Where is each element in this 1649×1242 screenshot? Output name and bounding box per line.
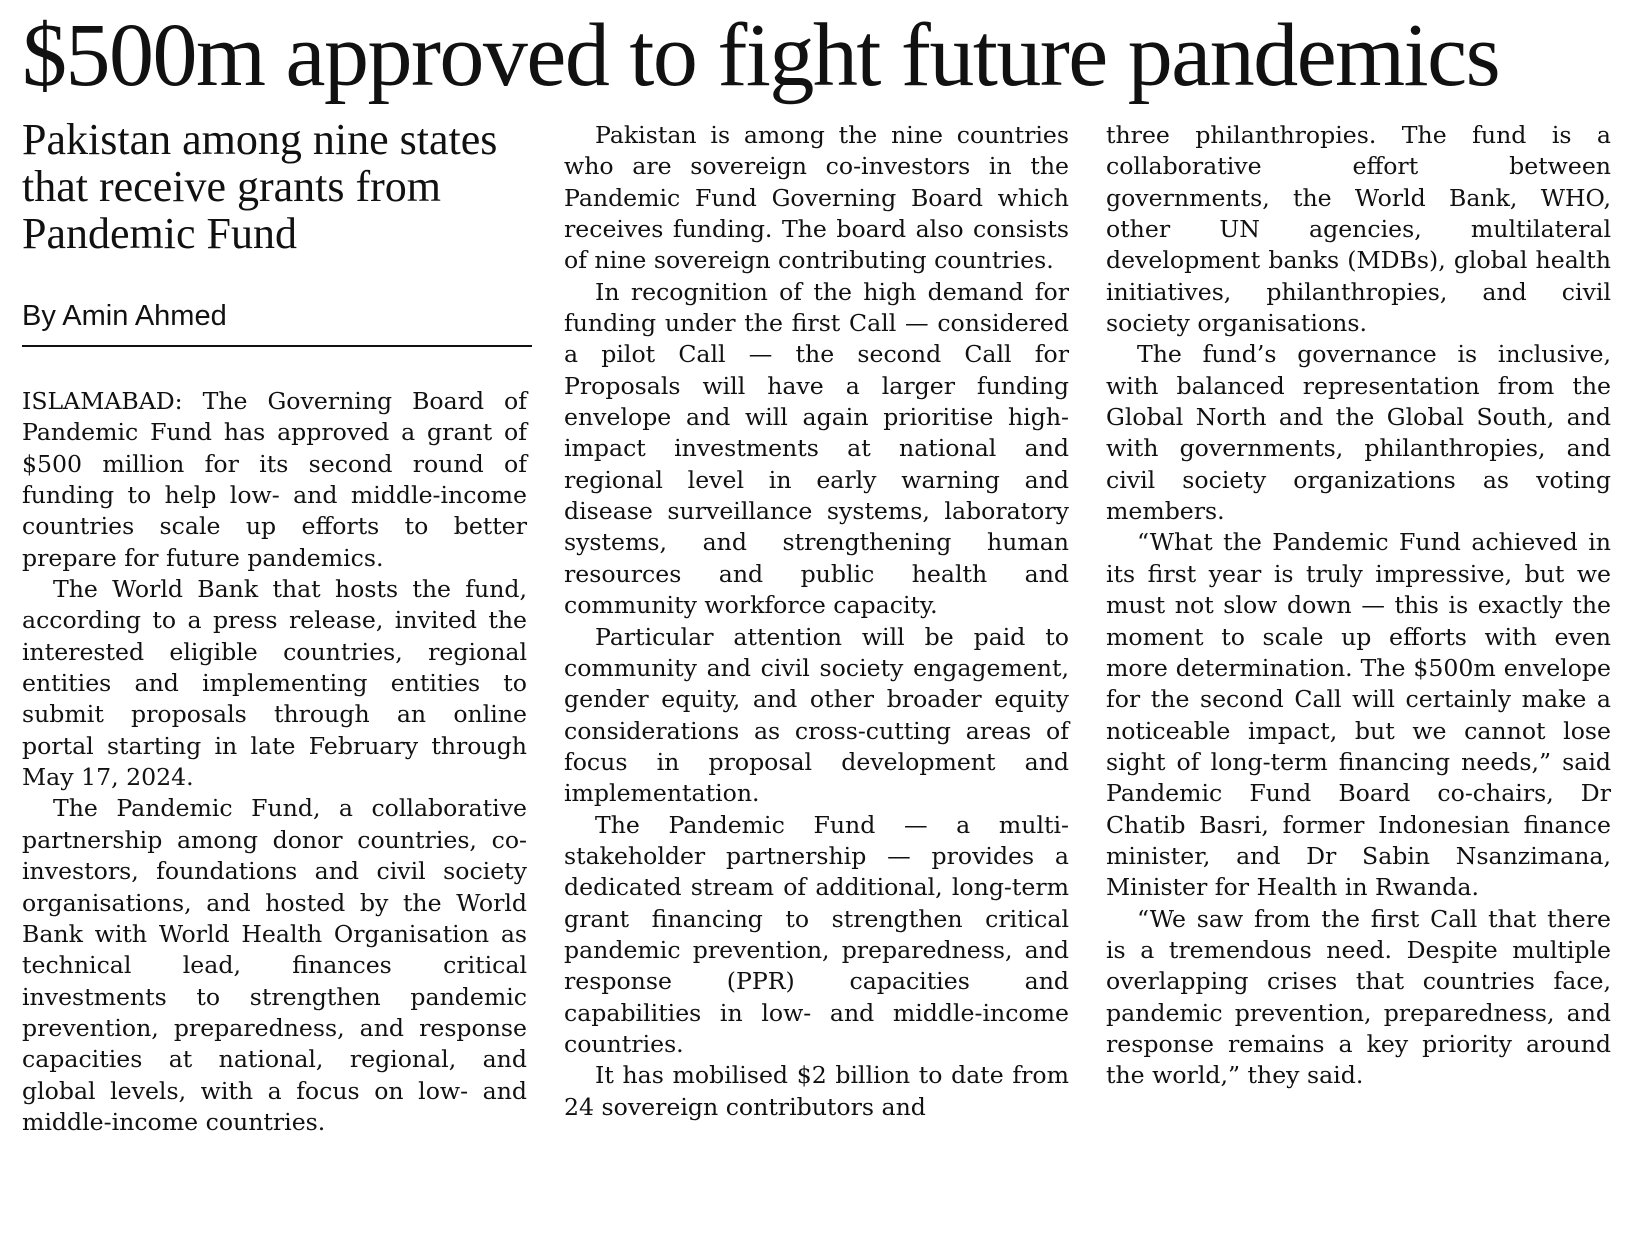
- article-paragraph: ISLAMABAD: The Governing Board of Pandemic Fund has approved a grant of $500 million for its second round of funding to help low- and middle-income countries scale up efforts to better prepare for future pandemics.: [22, 387, 527, 572]
- article-paragraph: The fund’s governance is inclusive, with balanced representation from the Global North and the Global South, and with governments, philanthropies, and civil society organizations as voting members.: [1106, 340, 1611, 526]
- article-paragraph: The World Bank that hosts the fund, according to a press release, invited the interested eligible countries, regional entities and implementing entities to submit proposals through an online portal starting in late February through May 17, 2024.: [22, 575, 527, 792]
- byline: By Amin Ahmed: [22, 298, 532, 347]
- article-paragraph: In recognition of the high demand for funding under the first Call — considered a pilot Call — the second Call for Proposals will have a larger funding envelope and will again prioritise high-impact investments at national and regional level in early warning and disease surveillance systems, laboratory systems, and strengthening human resources and public health and community workforce capacity.: [564, 277, 1069, 620]
- article-paragraph: Pakistan is among the nine countries who are sovereign co-investors in the Pandemic Fund Governing Board which receives funding. The board also consists of nine sovereign contributing countries.: [564, 121, 1069, 275]
- article-paragraph: Particular attention will be paid to community and civil society engagement, gender equity, and other broader equity considerations as cross-cutting areas of focus in proposal development and implementation.: [564, 622, 1069, 808]
- article-paragraph: It has mobilised $2 billion to date from 24 sovereign contributors and: [564, 1061, 1069, 1121]
- article-paragraph: The Pandemic Fund — a multi-stakeholder partnership — provides a dedicated stream of additional, long-term grant financing to strengthen critical pandemic prevention, preparedness, and response (PPR) capacities and capabilities in low- and middle-income countries.: [564, 810, 1069, 1058]
- article-paragraph: “What the Pandemic Fund achieved in its first year is truly impressive, but we must not slow down — this is exactly the moment to scale up efforts with even more determination. The $500m envelope for the second Call will certainly make a noticeable impact, but we cannot lose sight of long-term financing needs,” said Pandemic Fund Board co-chairs, Dr Chatib Basri, former Indonesian finance minister, and Dr Sabin Nsanzimana, Minister for Health in Rwanda.: [1106, 528, 1611, 902]
- article-column-2: [564, 120, 1069, 1123]
- article-column-3: [1106, 120, 1611, 1092]
- article-paragraph: three philanthropies. The fund is a collaborative effort between governments, the World Bank, WHO, other UN agencies, multilateral development banks (MDBs), global health initiatives, philanthropies, and civil society organisations.: [1106, 121, 1611, 338]
- subheadline: Pakistan among nine states that receive grants from Pandemic Fund: [22, 115, 498, 258]
- article-paragraph: The Pandemic Fund, a collaborative partnership among donor countries, co-investors, foundations and civil society organisations, and hosted by the World Bank with World Health Organisation as technical lead, finances critical investments to strengthen pandemic prevention, preparedness, and response capacities at national, regional, and global levels, with a focus on low- and middle-income countries.: [22, 794, 527, 1136]
- article-column-1: [22, 386, 527, 1138]
- article-paragraph: “We saw from the first Call that there is a tremendous need. Despite multiple overlapping crises that countries face, pandemic prevention, preparedness, and response remains a key priority around the world,” they said.: [1106, 904, 1611, 1090]
- headline: $500m approved to fight future pandemics: [22, 6, 1500, 105]
